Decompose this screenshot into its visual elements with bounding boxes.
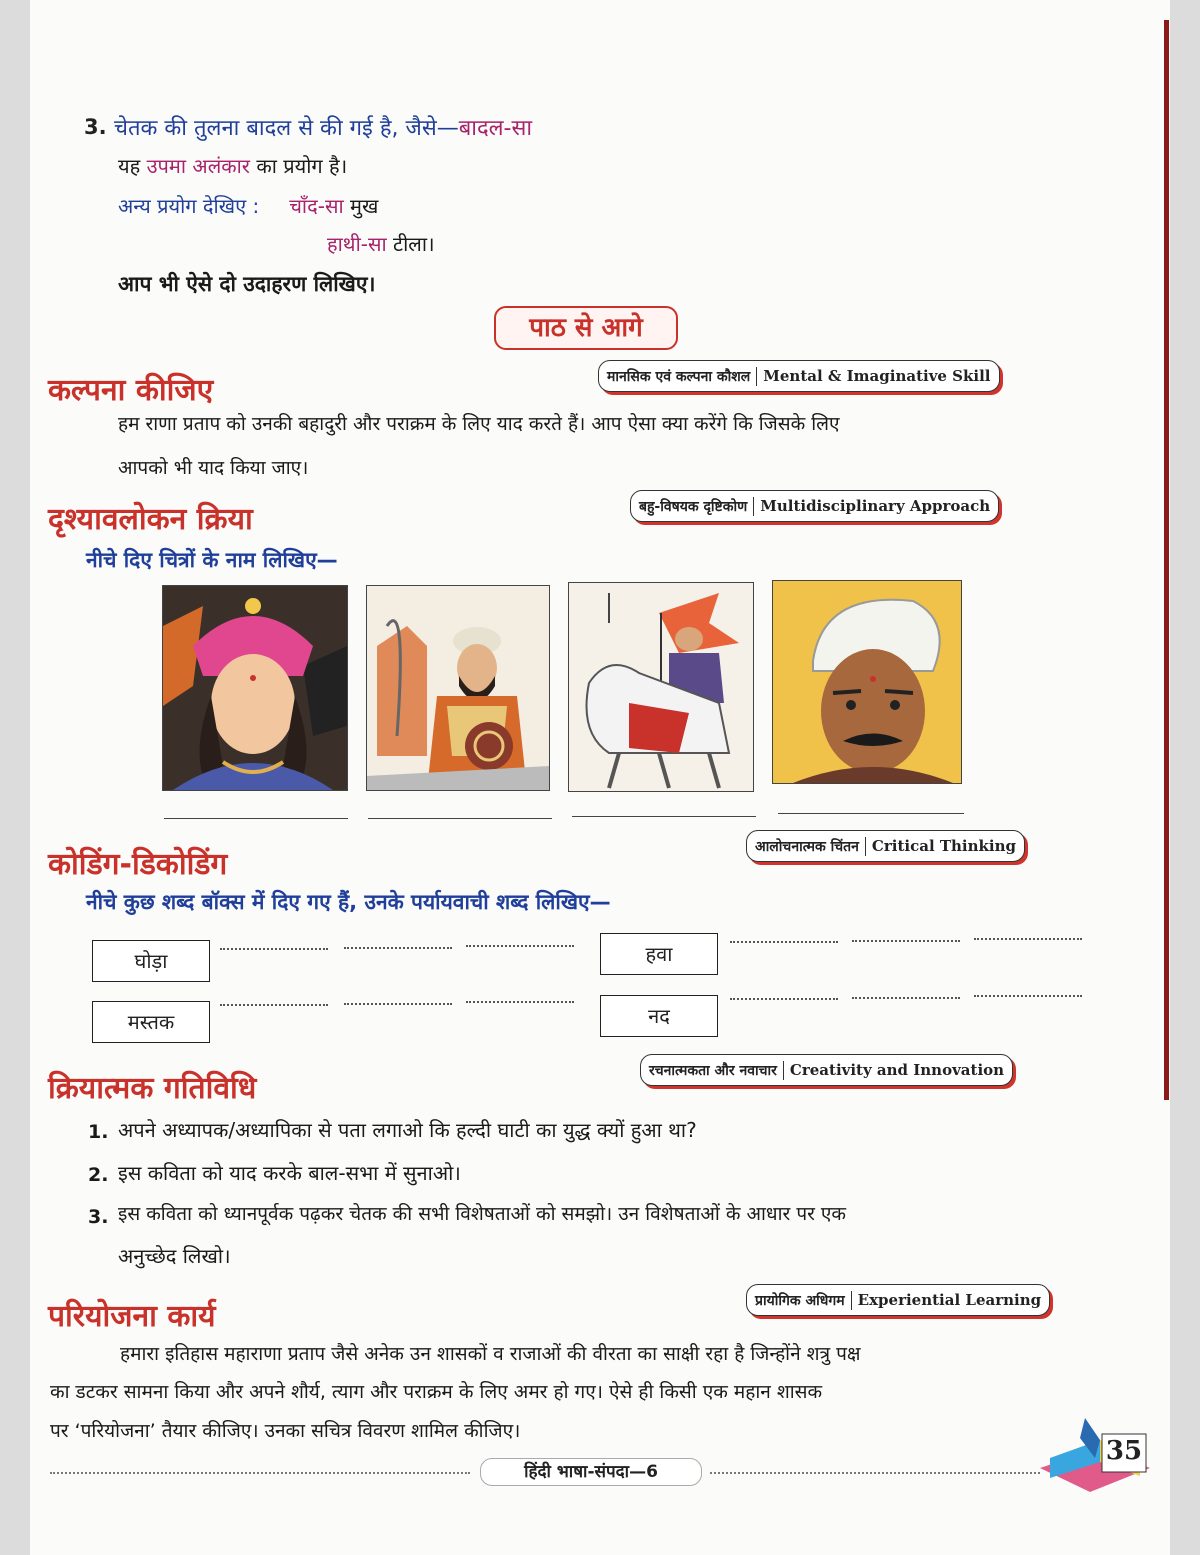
synonym-blank[interactable] bbox=[852, 997, 960, 999]
footer bbox=[50, 1458, 1050, 1486]
synonym-blank[interactable] bbox=[974, 938, 1082, 940]
synonym-blank[interactable] bbox=[730, 998, 838, 1000]
word-box-ghoda: घोड़ा bbox=[92, 940, 210, 982]
portrait-queen-image bbox=[162, 585, 348, 791]
kalpana-line2: आपको भी याद किया जाए। bbox=[118, 457, 309, 479]
section3-line5: आप भी ऐसे दो उदाहरण लिखिए। bbox=[118, 272, 376, 296]
kriya-heading: क्रियात्मक गतिविधि bbox=[48, 1071, 257, 1106]
kriya-item-3: इस कविता को ध्यानपूर्वक पढ़कर चेतक की सभी विशेषताओं को समझो। उन विशेषताओं के आधार पर एक bbox=[118, 1203, 847, 1225]
section3-line3: अन्य प्रयोग देखिए : चाँद-सा मुख bbox=[118, 194, 379, 218]
word-box-nad: नद bbox=[600, 995, 718, 1037]
item-number: 3. bbox=[84, 115, 107, 139]
synonym-blank[interactable] bbox=[220, 948, 328, 950]
kalpana-heading: कल्पना कीजिए bbox=[48, 373, 214, 408]
coding-instruction: नीचे कुछ शब्द बॉक्स में दिए गए हैं, उनके पर्यायवाची शब्द लिखिए— bbox=[86, 890, 611, 914]
synonym-blank[interactable] bbox=[466, 945, 574, 947]
skill-tag-critical: आलोचनात्मक चिंतन Critical Thinking bbox=[746, 830, 1025, 862]
synonym-blank[interactable] bbox=[730, 941, 838, 943]
kriya-item-2: इस कविता को याद करके बाल-सभा में सुनाओ। bbox=[118, 1161, 461, 1185]
word-box-hawa: हवा bbox=[600, 933, 718, 975]
kriya-item-number: 3. bbox=[88, 1206, 109, 1228]
answer-line-3[interactable] bbox=[572, 816, 756, 817]
warrior-with-sword-shield-image bbox=[366, 585, 550, 791]
synonym-blank[interactable] bbox=[852, 940, 960, 942]
drishya-heading: दृश्यावलोकन क्रिया bbox=[48, 502, 253, 537]
answer-line-4[interactable] bbox=[778, 813, 964, 814]
pariyojana-heading: परियोजना कार्य bbox=[48, 1299, 216, 1334]
synonym-blank[interactable] bbox=[974, 995, 1082, 997]
synonym-blank[interactable] bbox=[466, 1001, 574, 1003]
synonym-blank[interactable] bbox=[344, 947, 452, 949]
section3-line2: यह उपमा अलंकार का प्रयोग है। bbox=[118, 154, 348, 178]
synonym-blank[interactable] bbox=[220, 1004, 328, 1006]
answer-line-2[interactable] bbox=[368, 818, 552, 819]
page-number: 35 bbox=[1105, 1436, 1143, 1466]
synonym-blank[interactable] bbox=[344, 1003, 452, 1005]
kriya-item-number: 2. bbox=[88, 1164, 109, 1186]
word-box-mastak: मस्तक bbox=[92, 1001, 210, 1043]
drishya-instruction: नीचे दिए चित्रों के नाम लिखिए— bbox=[86, 548, 338, 572]
page-edge bbox=[1164, 20, 1169, 1100]
kriya-item-3-cont: अनुच्छेद लिखो। bbox=[118, 1244, 231, 1268]
skill-tag-creativity: रचनात्मकता और नवाचार Creativity and Innovation bbox=[640, 1054, 1013, 1086]
section3-line1: चेतक की तुलना बादल से की गई है, जैसे—बादल-सा bbox=[114, 116, 533, 141]
page-number-book-icon bbox=[1040, 1418, 1150, 1492]
answer-line-1[interactable] bbox=[164, 818, 348, 819]
kriya-item-1: अपने अध्यापक/अध्यापिका से पता लगाओ कि हल्दी घाटी का युद्ध क्यों हुआ था? bbox=[118, 1118, 697, 1142]
skill-tag-multidisciplinary: बहु-विषयक दृष्टिकोण Multidisciplinary Approach bbox=[630, 490, 999, 522]
kriya-item-number: 1. bbox=[88, 1121, 109, 1143]
footer-rule-right bbox=[710, 1472, 1040, 1474]
portrait-man-turban-image bbox=[772, 580, 962, 784]
path-se-aage-badge: पाठ से आगे bbox=[494, 306, 678, 350]
rider-on-horse-image bbox=[568, 582, 754, 792]
pariyojana-line3: पर ‘परियोजना’ तैयार कीजिए। उनका सचित्र विवरण शामिल कीजिए। bbox=[50, 1420, 521, 1442]
textbook-page bbox=[30, 0, 1170, 1555]
skill-tag-experiential: प्रायोगिक अधिगम Experiential Learning bbox=[746, 1284, 1050, 1316]
pariyojana-line1: हमारा इतिहास महाराणा प्रताप जैसे अनेक उन शासकों व राजाओं की वीरता का साक्षी रहा है जिन्होंने शत्रु पक्ष bbox=[120, 1343, 861, 1365]
book-title: हिंदी भाषा-संपदा—6 bbox=[480, 1458, 702, 1486]
coding-heading: कोडिंग-डिकोडिंग bbox=[48, 847, 228, 882]
section3-line4: हाथी-सा टीला। bbox=[327, 232, 435, 256]
skill-tag-mental: मानसिक एवं कल्पना कौशल Mental & Imaginative Skill bbox=[598, 360, 1000, 392]
pariyojana-line2: का डटकर सामना किया और अपने शौर्य, त्याग और पराक्रम के लिए अमर हो गए। ऐसे ही किसी एक महान शासक bbox=[50, 1381, 823, 1403]
footer-rule-left bbox=[50, 1472, 470, 1474]
kalpana-line1: हम राणा प्रताप को उनकी बहादुरी और पराक्रम के लिए याद करते हैं। आप ऐसा क्या करेंगे कि जिसके लिए bbox=[118, 413, 840, 435]
